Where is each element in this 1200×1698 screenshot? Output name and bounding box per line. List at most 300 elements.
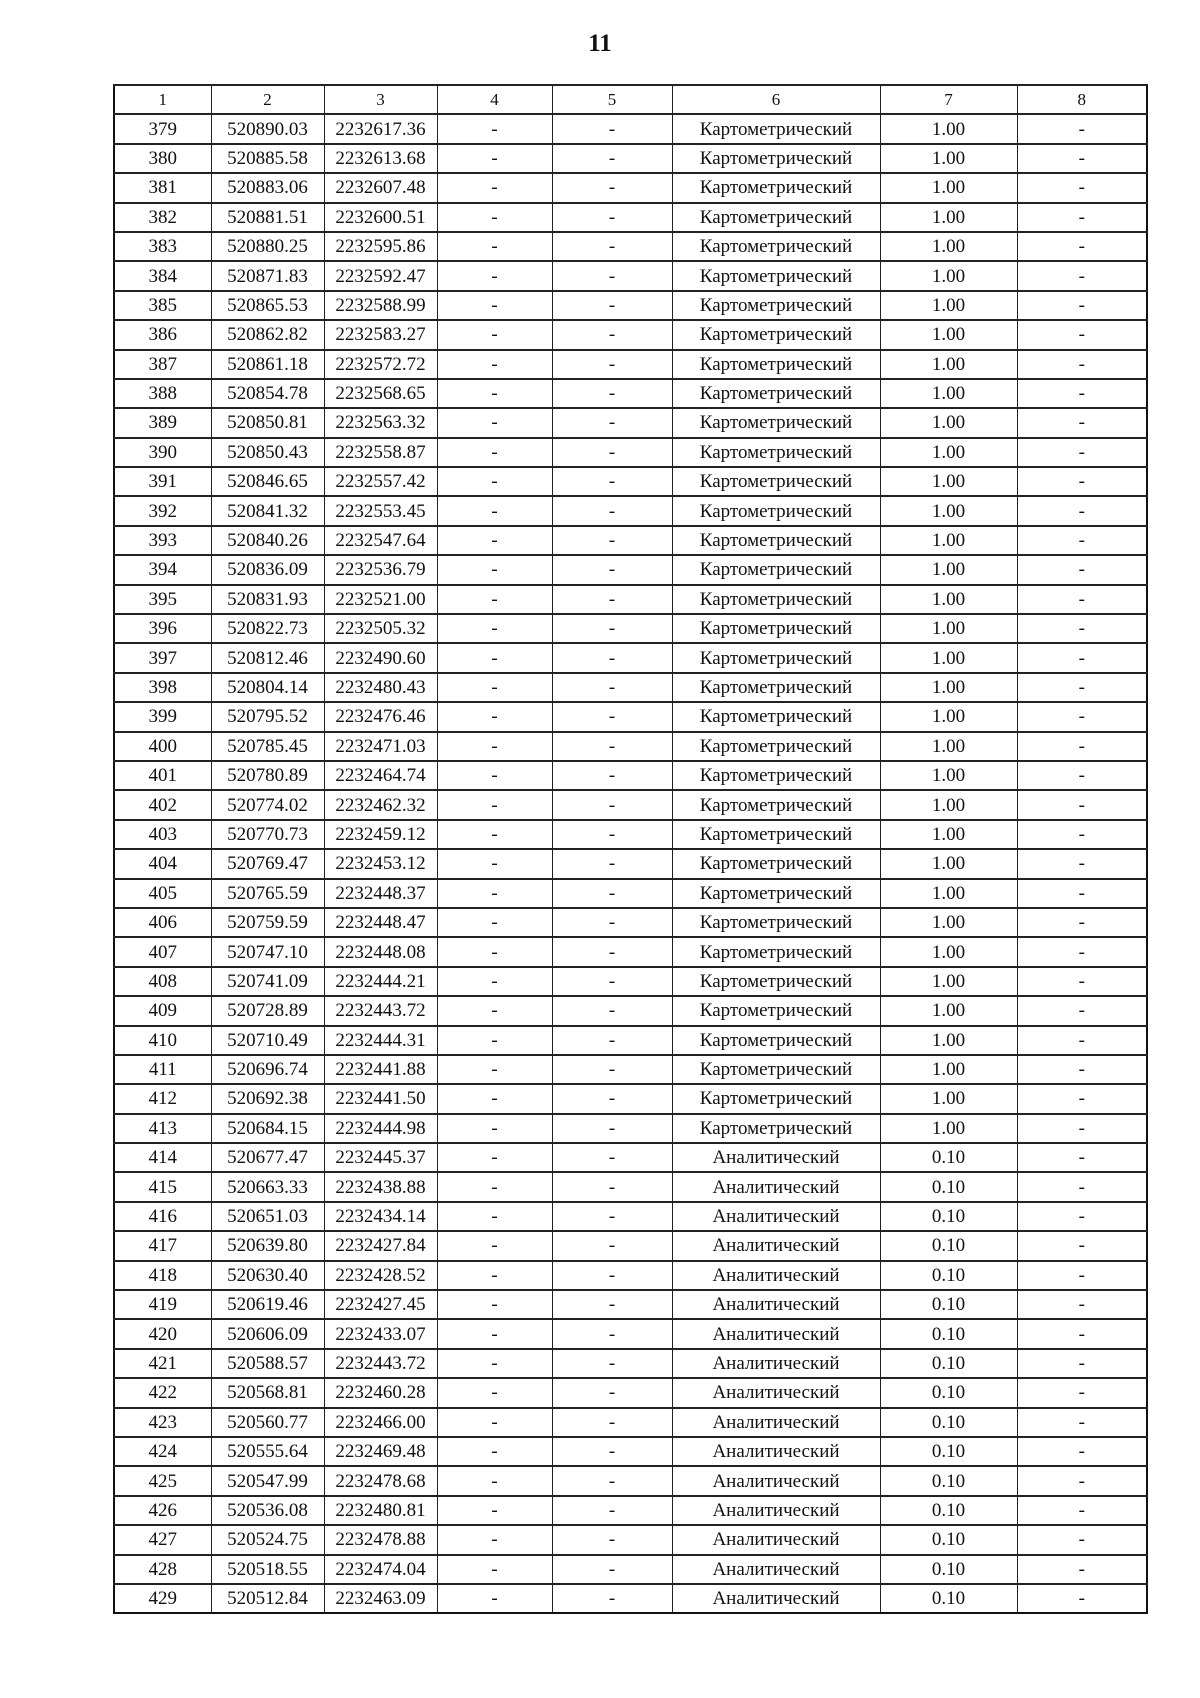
cell-point-number: 421 [114,1349,211,1378]
cell-method: Картометрический [672,1084,880,1113]
cell-accuracy: 0.10 [880,1319,1017,1348]
cell-point-number: 419 [114,1290,211,1319]
cell-method: Картометрический [672,496,880,525]
cell-method: Картометрический [672,879,880,908]
cell-coord-y: 2232568.65 [324,379,437,408]
cell-col-4: - [437,1378,552,1407]
cell-method: Картометрический [672,614,880,643]
cell-col-4: - [437,438,552,467]
cell-col-4: - [437,1172,552,1201]
cell-accuracy: 0.10 [880,1231,1017,1260]
cell-point-number: 407 [114,937,211,966]
cell-accuracy: 0.10 [880,1143,1017,1172]
cell-coord-x: 520759.59 [211,908,324,937]
cell-method: Аналитический [672,1525,880,1554]
cell-point-number: 381 [114,173,211,202]
cell-col-4: - [437,496,552,525]
cell-col-8: - [1017,232,1147,261]
cell-col-8: - [1017,261,1147,290]
cell-col-5: - [552,203,672,232]
cell-method: Картометрический [672,732,880,761]
cell-accuracy: 0.10 [880,1525,1017,1554]
cell-method: Картометрический [672,937,880,966]
cell-point-number: 405 [114,879,211,908]
cell-col-4: - [437,203,552,232]
cell-coord-x: 520728.89 [211,996,324,1025]
cell-method: Аналитический [672,1172,880,1201]
cell-coord-x: 520840.26 [211,526,324,555]
cell-point-number: 412 [114,1084,211,1113]
cell-coord-y: 2232453.12 [324,849,437,878]
cell-point-number: 395 [114,585,211,614]
cell-col-8: - [1017,967,1147,996]
coordinates-table [113,84,1148,1614]
cell-col-8: - [1017,526,1147,555]
cell-col-4: - [437,1143,552,1172]
cell-col-5: - [552,1525,672,1554]
cell-coord-y: 2232441.50 [324,1084,437,1113]
cell-col-8: - [1017,438,1147,467]
cell-point-number: 399 [114,702,211,731]
cell-coord-y: 2232547.64 [324,526,437,555]
cell-accuracy: 0.10 [880,1261,1017,1290]
cell-col-8: - [1017,203,1147,232]
cell-point-number: 383 [114,232,211,261]
cell-method: Аналитический [672,1437,880,1466]
cell-coord-x: 520747.10 [211,937,324,966]
cell-accuracy: 1.00 [880,967,1017,996]
table-row [114,350,1147,379]
table-row [114,996,1147,1025]
table-row [114,702,1147,731]
table-row [114,555,1147,584]
cell-coord-x: 520696.74 [211,1055,324,1084]
cell-coord-y: 2232521.00 [324,585,437,614]
cell-coord-x: 520741.09 [211,967,324,996]
cell-accuracy: 1.00 [880,937,1017,966]
cell-col-4: - [437,1055,552,1084]
cell-col-4: - [437,937,552,966]
cell-accuracy: 1.00 [880,1026,1017,1055]
cell-col-5: - [552,643,672,672]
cell-coord-x: 520692.38 [211,1084,324,1113]
cell-point-number: 402 [114,790,211,819]
cell-point-number: 391 [114,467,211,496]
cell-col-5: - [552,1261,672,1290]
cell-method: Картометрический [672,761,880,790]
cell-col-8: - [1017,1261,1147,1290]
cell-col-8: - [1017,1408,1147,1437]
cell-col-8: - [1017,173,1147,202]
cell-col-5: - [552,1290,672,1319]
cell-col-5: - [552,379,672,408]
cell-coord-y: 2232444.31 [324,1026,437,1055]
table-row [114,1114,1147,1143]
cell-col-8: - [1017,555,1147,584]
table-row [114,320,1147,349]
cell-method: Картометрический [672,467,880,496]
cell-accuracy: 1.00 [880,261,1017,290]
cell-col-8: - [1017,320,1147,349]
cell-coord-y: 2232478.68 [324,1466,437,1495]
cell-col-5: - [552,173,672,202]
cell-col-4: - [437,790,552,819]
cell-col-4: - [437,643,552,672]
table-row [114,232,1147,261]
table-row [114,1261,1147,1290]
table-row [114,408,1147,437]
cell-method: Картометрический [672,643,880,672]
cell-method: Картометрический [672,555,880,584]
cell-col-5: - [552,614,672,643]
cell-coord-y: 2232448.47 [324,908,437,937]
column-header-7: 7 [880,85,1017,114]
column-header-3: 3 [324,85,437,114]
cell-coord-x: 520512.84 [211,1584,324,1613]
table-body [114,114,1147,1613]
cell-col-8: - [1017,350,1147,379]
cell-point-number: 418 [114,1261,211,1290]
cell-col-4: - [437,555,552,584]
cell-col-5: - [552,438,672,467]
cell-col-5: - [552,1231,672,1260]
cell-point-number: 409 [114,996,211,1025]
cell-col-5: - [552,1378,672,1407]
cell-point-number: 380 [114,144,211,173]
cell-col-5: - [552,790,672,819]
cell-col-4: - [437,232,552,261]
cell-method: Картометрический [672,261,880,290]
table-row [114,291,1147,320]
cell-col-8: - [1017,1349,1147,1378]
table-row [114,438,1147,467]
cell-point-number: 425 [114,1466,211,1495]
cell-coord-y: 2232443.72 [324,1349,437,1378]
cell-col-5: - [552,1466,672,1495]
cell-accuracy: 0.10 [880,1290,1017,1319]
cell-coord-y: 2232563.32 [324,408,437,437]
cell-point-number: 393 [114,526,211,555]
table-row [114,173,1147,202]
cell-method: Картометрический [672,908,880,937]
cell-col-8: - [1017,1584,1147,1613]
cell-method: Картометрический [672,379,880,408]
cell-col-8: - [1017,1114,1147,1143]
cell-point-number: 384 [114,261,211,290]
table-row [114,1172,1147,1201]
cell-coord-x: 520630.40 [211,1261,324,1290]
cell-method: Картометрический [672,673,880,702]
cell-col-8: - [1017,996,1147,1025]
cell-col-4: - [437,526,552,555]
cell-coord-y: 2232464.74 [324,761,437,790]
cell-accuracy: 0.10 [880,1202,1017,1231]
cell-method: Картометрический [672,1114,880,1143]
cell-coord-y: 2232444.21 [324,967,437,996]
cell-accuracy: 1.00 [880,1114,1017,1143]
table-row [114,1437,1147,1466]
cell-accuracy: 1.00 [880,1084,1017,1113]
cell-coord-x: 520769.47 [211,849,324,878]
cell-col-5: - [552,350,672,379]
cell-coord-x: 520774.02 [211,790,324,819]
cell-col-5: - [552,673,672,702]
cell-accuracy: 1.00 [880,790,1017,819]
cell-point-number: 394 [114,555,211,584]
column-header-1: 1 [114,85,211,114]
cell-col-4: - [437,1319,552,1348]
cell-method: Картометрический [672,996,880,1025]
table-row [114,467,1147,496]
cell-point-number: 379 [114,114,211,143]
table-row [114,1466,1147,1495]
cell-method: Картометрический [672,438,880,467]
cell-point-number: 398 [114,673,211,702]
table-row [114,849,1147,878]
cell-col-8: - [1017,1202,1147,1231]
cell-coord-y: 2232443.72 [324,996,437,1025]
cell-method: Аналитический [672,1584,880,1613]
cell-col-5: - [552,1055,672,1084]
cell-method: Картометрический [672,820,880,849]
cell-method: Картометрический [672,320,880,349]
cell-col-8: - [1017,1437,1147,1466]
cell-accuracy: 1.00 [880,379,1017,408]
cell-col-4: - [437,1084,552,1113]
cell-col-5: - [552,732,672,761]
cell-col-4: - [437,849,552,878]
cell-point-number: 415 [114,1172,211,1201]
page-number: 11 [588,30,612,57]
cell-point-number: 396 [114,614,211,643]
cell-coord-x: 520812.46 [211,643,324,672]
cell-accuracy: 1.00 [880,702,1017,731]
cell-coord-y: 2232438.88 [324,1172,437,1201]
cell-col-8: - [1017,1231,1147,1260]
cell-col-4: - [437,173,552,202]
cell-method: Аналитический [672,1202,880,1231]
cell-method: Картометрический [672,702,880,731]
cell-col-4: - [437,673,552,702]
cell-coord-x: 520765.59 [211,879,324,908]
cell-point-number: 423 [114,1408,211,1437]
cell-col-5: - [552,1437,672,1466]
cell-accuracy: 1.00 [880,673,1017,702]
cell-col-4: - [437,1496,552,1525]
cell-accuracy: 1.00 [880,585,1017,614]
cell-accuracy: 1.00 [880,555,1017,584]
cell-coord-y: 2232471.03 [324,732,437,761]
cell-coord-y: 2232448.37 [324,879,437,908]
cell-col-4: - [437,732,552,761]
cell-accuracy: 0.10 [880,1437,1017,1466]
cell-accuracy: 0.10 [880,1466,1017,1495]
cell-coord-x: 520841.32 [211,496,324,525]
cell-coord-y: 2232460.28 [324,1378,437,1407]
cell-accuracy: 1.00 [880,879,1017,908]
cell-coord-y: 2232433.07 [324,1319,437,1348]
cell-point-number: 420 [114,1319,211,1348]
cell-col-8: - [1017,1026,1147,1055]
cell-col-8: - [1017,1172,1147,1201]
cell-accuracy: 0.10 [880,1378,1017,1407]
cell-col-8: - [1017,144,1147,173]
cell-method: Аналитический [672,1319,880,1348]
cell-coord-y: 2232607.48 [324,173,437,202]
cell-point-number: 404 [114,849,211,878]
cell-col-8: - [1017,379,1147,408]
cell-col-5: - [552,1555,672,1584]
cell-coord-x: 520663.33 [211,1172,324,1201]
table-row [114,1202,1147,1231]
cell-col-8: - [1017,761,1147,790]
cell-accuracy: 1.00 [880,438,1017,467]
cell-col-4: - [437,144,552,173]
table-row [114,1349,1147,1378]
cell-col-8: - [1017,114,1147,143]
cell-col-8: - [1017,1143,1147,1172]
cell-col-4: - [437,1349,552,1378]
cell-col-4: - [437,320,552,349]
cell-coord-x: 520555.64 [211,1437,324,1466]
cell-col-8: - [1017,643,1147,672]
cell-coord-x: 520619.46 [211,1290,324,1319]
cell-col-4: - [437,1026,552,1055]
cell-col-4: - [437,1555,552,1584]
cell-col-5: - [552,1202,672,1231]
table-row [114,261,1147,290]
cell-col-4: - [437,350,552,379]
cell-accuracy: 1.00 [880,173,1017,202]
cell-method: Картометрический [672,114,880,143]
table-row [114,908,1147,937]
cell-col-5: - [552,496,672,525]
cell-col-5: - [552,144,672,173]
cell-col-5: - [552,702,672,731]
cell-coord-x: 520770.73 [211,820,324,849]
cell-col-4: - [437,379,552,408]
cell-col-4: - [437,114,552,143]
cell-col-5: - [552,820,672,849]
cell-col-4: - [437,1114,552,1143]
header-row [114,85,1147,114]
cell-coord-y: 2232480.43 [324,673,437,702]
table-row [114,144,1147,173]
cell-coord-x: 520588.57 [211,1349,324,1378]
cell-coord-y: 2232553.45 [324,496,437,525]
cell-coord-x: 520880.25 [211,232,324,261]
cell-col-8: - [1017,1378,1147,1407]
cell-col-8: - [1017,820,1147,849]
table-row [114,1555,1147,1584]
cell-coord-y: 2232469.48 [324,1437,437,1466]
column-header-5: 5 [552,85,672,114]
cell-accuracy: 1.00 [880,467,1017,496]
cell-point-number: 382 [114,203,211,232]
cell-col-5: - [552,1172,672,1201]
cell-col-8: - [1017,790,1147,819]
table-row [114,1084,1147,1113]
cell-coord-y: 2232428.52 [324,1261,437,1290]
cell-col-8: - [1017,1290,1147,1319]
cell-coord-x: 520547.99 [211,1466,324,1495]
column-header-8: 8 [1017,85,1147,114]
cell-col-5: - [552,555,672,584]
cell-col-8: - [1017,496,1147,525]
cell-col-8: - [1017,585,1147,614]
cell-method: Картометрический [672,849,880,878]
cell-accuracy: 1.00 [880,1055,1017,1084]
cell-coord-y: 2232463.09 [324,1584,437,1613]
cell-method: Аналитический [672,1349,880,1378]
table-row [114,732,1147,761]
cell-coord-x: 520677.47 [211,1143,324,1172]
cell-accuracy: 1.00 [880,526,1017,555]
cell-accuracy: 1.00 [880,291,1017,320]
cell-coord-y: 2232448.08 [324,937,437,966]
cell-method: Картометрический [672,232,880,261]
cell-col-4: - [437,614,552,643]
cell-accuracy: 1.00 [880,849,1017,878]
cell-accuracy: 1.00 [880,114,1017,143]
cell-col-8: - [1017,673,1147,702]
cell-col-5: - [552,585,672,614]
cell-accuracy: 1.00 [880,232,1017,261]
column-header-2: 2 [211,85,324,114]
table-row [114,1026,1147,1055]
cell-col-4: - [437,1525,552,1554]
cell-col-5: - [552,1143,672,1172]
cell-coord-y: 2232617.36 [324,114,437,143]
table-row [114,114,1147,143]
cell-col-5: - [552,526,672,555]
cell-accuracy: 1.00 [880,761,1017,790]
cell-col-5: - [552,408,672,437]
table-row [114,820,1147,849]
cell-col-5: - [552,908,672,937]
cell-col-5: - [552,1408,672,1437]
cell-coord-y: 2232595.86 [324,232,437,261]
cell-point-number: 424 [114,1437,211,1466]
cell-method: Картометрический [672,144,880,173]
cell-point-number: 388 [114,379,211,408]
cell-coord-x: 520822.73 [211,614,324,643]
cell-coord-y: 2232474.04 [324,1555,437,1584]
cell-col-4: - [437,1408,552,1437]
cell-coord-y: 2232445.37 [324,1143,437,1172]
table-row [114,1378,1147,1407]
cell-coord-x: 520831.93 [211,585,324,614]
table-row [114,1584,1147,1613]
table-row [114,379,1147,408]
cell-col-4: - [437,967,552,996]
cell-col-4: - [437,585,552,614]
cell-col-8: - [1017,937,1147,966]
cell-col-8: - [1017,467,1147,496]
cell-col-8: - [1017,408,1147,437]
cell-point-number: 410 [114,1026,211,1055]
table-row [114,1319,1147,1348]
cell-coord-y: 2232583.27 [324,320,437,349]
cell-accuracy: 0.10 [880,1584,1017,1613]
cell-method: Картометрический [672,291,880,320]
cell-col-5: - [552,849,672,878]
cell-point-number: 411 [114,1055,211,1084]
cell-method: Картометрический [672,350,880,379]
cell-coord-y: 2232572.72 [324,350,437,379]
cell-coord-x: 520836.09 [211,555,324,584]
table-row [114,526,1147,555]
